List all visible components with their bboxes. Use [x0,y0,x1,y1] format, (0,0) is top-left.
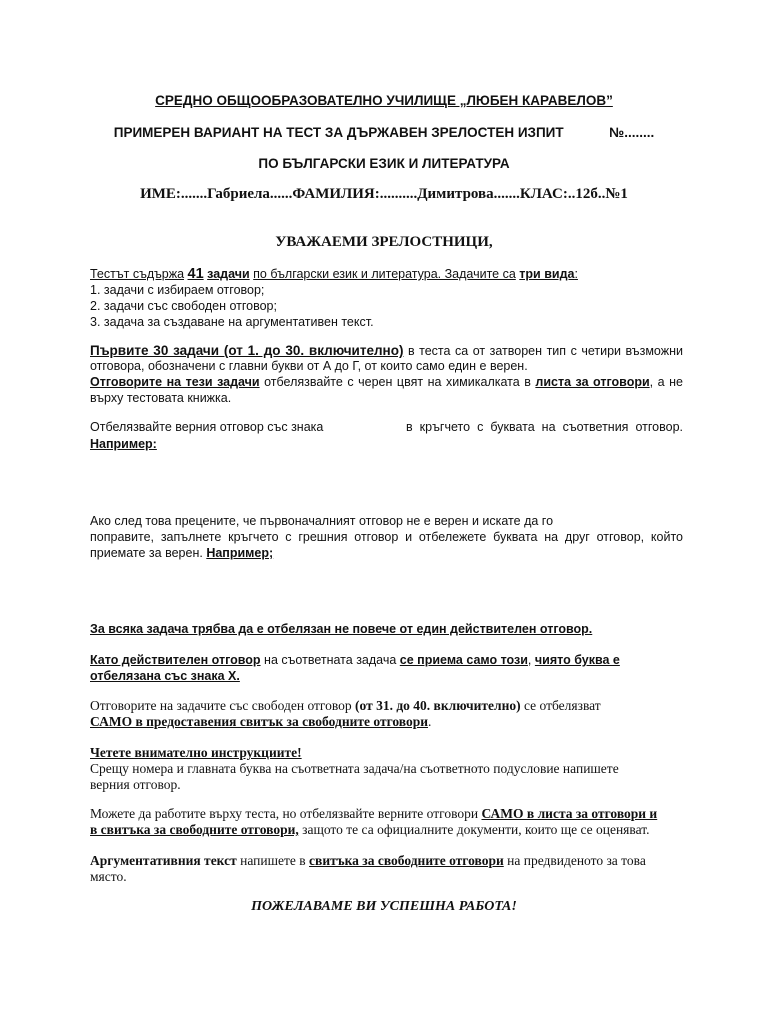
essay-scroll: свитъка за свободните отговори [309,853,504,868]
open-tasks-scroll: САМО в предоставения свитък за свободните отговори [90,714,429,729]
not-on: , а не [649,375,683,389]
closed-tasks-line-2: отговора, обозначени с главни букви от А до Г, от които само един е верен. [90,359,528,373]
essay-place: на предвиденото за това [507,853,646,868]
instructions-line-1: Срещу номера и главната буква на съответната задача/на съответното подусловие напишете [90,761,619,776]
instructions-line-2: верния отговор. [90,777,181,792]
correction-line-1: Ако след това прецените, че първоначалният отговор не е верен и искате да го [90,514,554,528]
example-label-1: Например: [90,437,157,451]
open-tasks-range: (от 31. до 40. включително) [355,698,521,713]
open-tasks-line-1 [90,698,601,714]
intro-item-1: 1. задачи с избираем отговор; [90,283,265,297]
closed-tasks-line-4: върху тестовата книжка. [90,391,232,405]
answers-of-these: Отговорите на тези задачи [90,375,260,389]
valid-answer-line-2: отбелязана със знака Х. [90,669,240,683]
valid-answer-comma: , [527,653,532,667]
intro-item-3: 3. задача за създаване на аргументативен текст. [90,315,374,329]
student-info: ИМЕ:.......Габриела......ФАМИЛИЯ:..........Димитрова.......КЛАС:..12б..№1 [140,186,628,202]
task-count: 41 [187,266,204,282]
work-text: Можете да работите върху теста, но отбелязвайте верните отговори [90,806,479,821]
work-line-2 [90,822,649,838]
essay-label: Аргументативния текст [90,853,237,868]
open-tasks-text: Отговорите на задачите със свободен отговор [90,698,352,713]
valid-answer-only: се приема само този [399,653,528,667]
work-scroll: в свитъка за свободните отговори, [90,822,299,837]
intro-three-types: три вида [519,267,575,281]
correction-accept: приемате за верен. [90,546,203,560]
work-official: защото те са официалните документи, които ще се оценяват. [302,822,650,837]
subject-title: ПО БЪЛГАРСКИ ЕЗИК И ЛИТЕРАТУРА [258,156,510,171]
valid-answer-letter: чиято буква е [534,653,620,667]
read-instructions-title: Четете внимателно инструкциите! [90,745,302,760]
intro-text-2: по български език и литература. Задачите са [253,267,516,281]
one-answer-rule: За всяка задача трябва да е отбелязан не повече от един действителен отговор. [90,622,593,636]
school-name: СРЕДНО ОБЩООБРАЗОВАТЕЛНО УЧИЛИЩЕ „ЛЮБЕН КАРАВЕЛОВ” [155,93,613,108]
valid-answer-line-1 [90,653,620,667]
mark-with-black: отбелязвайте с черен цвят на химикалката в [264,375,531,389]
mark-instruction-a: Отбелязвайте верния отговор със знака [90,420,324,434]
intro-line [90,266,578,282]
answer-sheet-ref: листа за отговори [535,375,650,389]
intro-text-1: Тестът съдържа [90,267,185,281]
work-line-1 [90,806,657,822]
work-only-sheet: САМО в листа за отговори и [481,806,658,821]
closed-tasks-desc: в теста са от затворен тип с четири възможни [407,344,683,358]
test-title-line [0,125,768,140]
correction-line-3 [90,546,273,560]
intro-item-2: 2. задачи със свободен отговор; [90,299,277,313]
essay-line-1 [90,853,646,869]
test-title: ПРИМЕРЕН ВАРИАНТ НА ТЕСТ ЗА ДЪРЖАВЕН ЗРЕЛОСТЕН ИЗПИТ [113,125,564,140]
closing-wish: ПОЖЕЛАВАМЕ ВИ УСПЕШНА РАБОТА! [251,899,517,914]
intro-tasks-word: задачи [207,267,250,281]
mark-instruction-b: в кръгчето с буквата на съответния отговор. [406,420,683,434]
essay-line-2: място. [90,869,127,884]
intro-colon: : [574,267,578,281]
closed-tasks-range: Първите 30 задачи (от 1. до 30. включително) [90,343,404,358]
closed-tasks-line-1 [90,343,683,358]
essay-write-in: напишете в [240,853,306,868]
open-tasks-line-2 [90,714,431,730]
open-tasks-marked: се отбелязват [524,698,601,713]
open-tasks-period: . [428,714,432,729]
greeting: УВАЖАЕМИ ЗРЕЛОСТНИЦИ, [275,234,493,250]
example-label-2: Например; [206,546,274,560]
valid-answer-label: Като действителен отговор [90,653,261,667]
correction-line-2: поправите, запълнете кръгчето с грешния отговор и отбележете буквата на друг отговор, който [90,530,683,544]
valid-answer-task: на съответната задача [264,653,397,667]
closed-tasks-line-3 [90,375,683,389]
test-number: №........ [609,125,655,140]
